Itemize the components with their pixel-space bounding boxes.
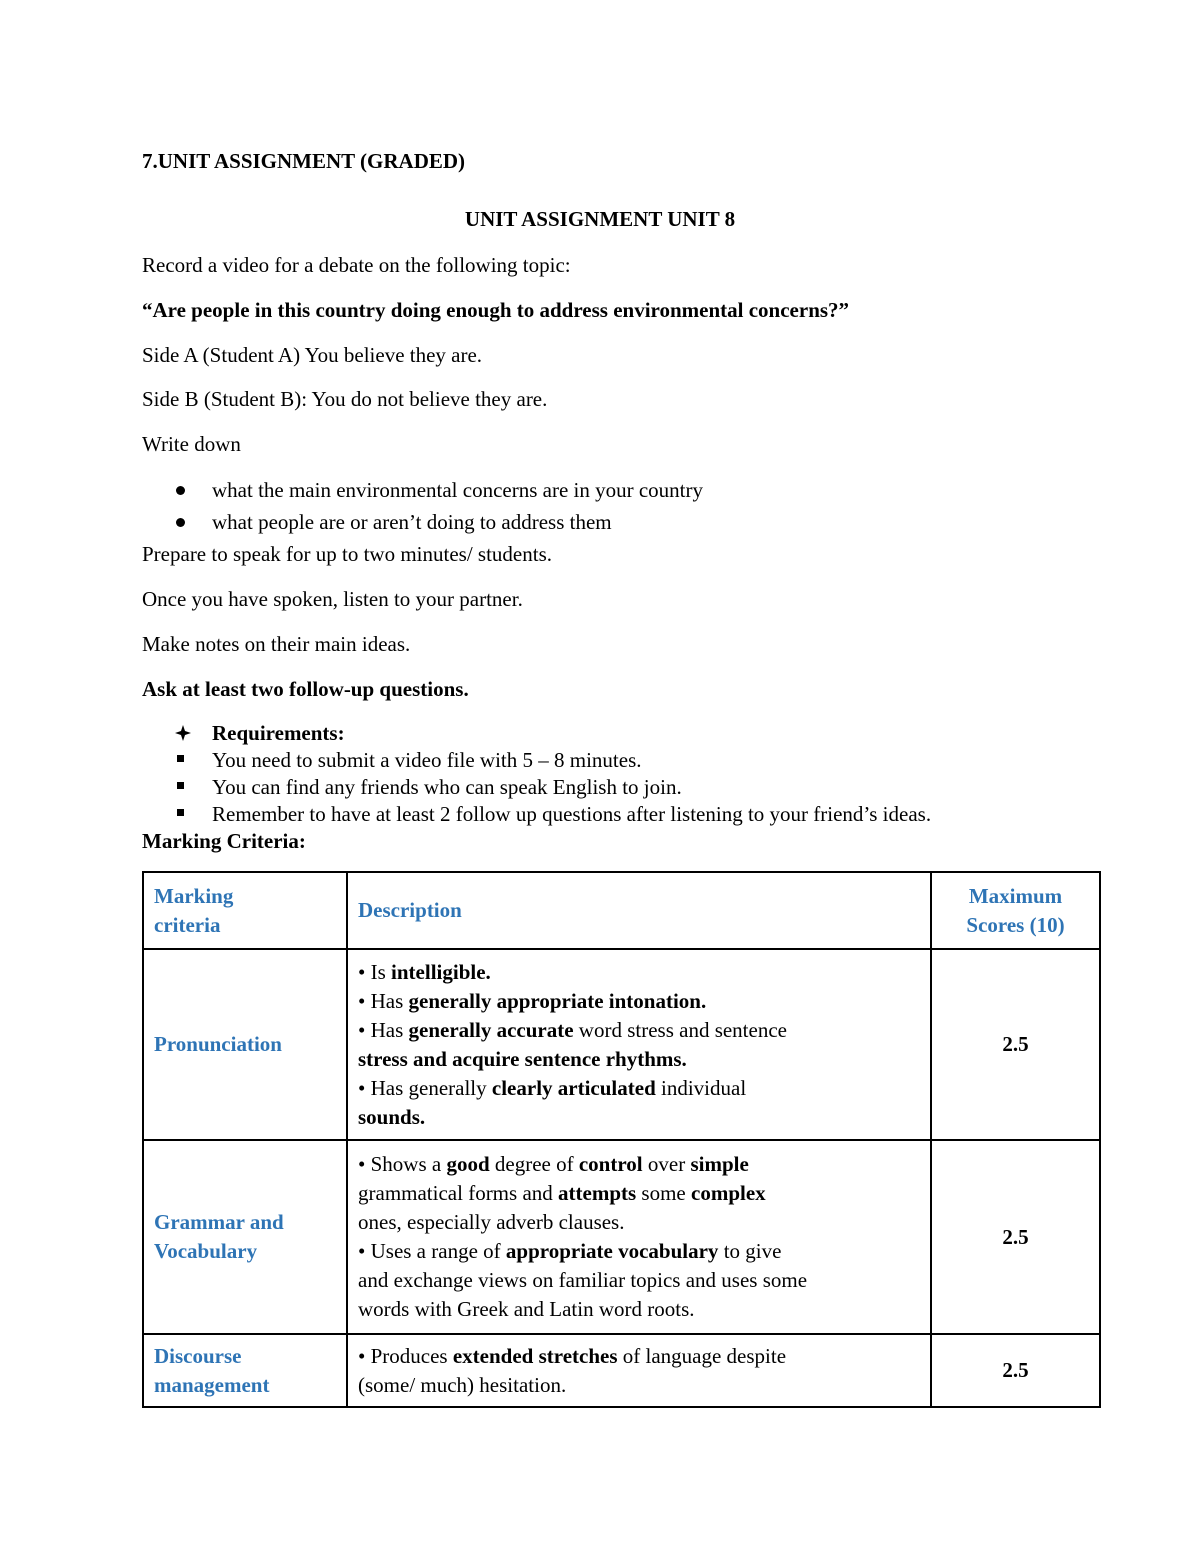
section-heading: 7.UNIT ASSIGNMENT (GRADED) (142, 149, 466, 173)
header-description: Description (347, 872, 931, 949)
side-a-text: Side A (Student A) You believe they are. (142, 343, 483, 367)
table-row (143, 1334, 1100, 1407)
criterion-score: 2.5 (931, 949, 1100, 1140)
square-bullet-icon (177, 755, 184, 762)
intro-text: Record a video for a debate on the following topic: (142, 253, 571, 277)
table-header-row (143, 872, 1100, 949)
header-maximum-scores: Maximum Scores (10) (931, 872, 1100, 949)
criterion-score: 2.5 (931, 1334, 1100, 1407)
criterion-description: • Is intelligible. • Has generally appropriate intonation. • Has generally accurate word stress and sentence stress and acquire sentence rhythms. • Has generally clearly articulated individual sounds. (347, 949, 931, 1140)
list-item: what people are or aren’t doing to address them (212, 510, 612, 534)
square-bullet-icon (177, 809, 184, 816)
debate-topic: “Are people in this country doing enough to address environmental concerns?” (142, 298, 850, 322)
list-item: what the main environmental concerns are in your country (212, 478, 703, 502)
page-title: UNIT ASSIGNMENT UNIT 8 (464, 207, 736, 231)
table-row (143, 949, 1100, 1140)
side-b-text: Side B (Student B): You do not believe they are. (142, 387, 548, 411)
requirement-item: You need to submit a video file with 5 – 8 minutes. (212, 748, 642, 772)
criterion-description: • Produces extended stretches of language despite (some/ much) hesitation. (347, 1334, 931, 1407)
requirement-item: You can find any friends who can speak English to join. (212, 775, 682, 799)
ask-text: Ask at least two follow-up questions. (142, 677, 469, 701)
table-row (143, 1140, 1100, 1334)
bullet-dot-icon (176, 486, 185, 495)
bullet-dot-icon (176, 518, 185, 527)
requirements-label: Requirements: (212, 721, 345, 745)
square-bullet-icon (177, 782, 184, 789)
listen-text: Once you have spoken, listen to your partner. (142, 587, 523, 611)
marking-criteria-table (142, 871, 1101, 1408)
prepare-text: Prepare to speak for up to two minutes/ students. (142, 542, 553, 566)
criterion-name: Discourse management (143, 1334, 347, 1407)
criterion-name: Grammar and Vocabulary (143, 1140, 347, 1334)
criterion-score: 2.5 (931, 1140, 1100, 1334)
criterion-name: Pronunciation (143, 949, 347, 1140)
notes-text: Make notes on their main ideas. (142, 632, 411, 656)
marking-criteria-label: Marking Criteria: (142, 829, 306, 853)
header-marking-criteria: Marking criteria (143, 872, 347, 949)
four-diamond-icon (175, 725, 191, 741)
criterion-description: • Shows a good degree of control over simple grammatical forms and attempts some complex ones, especially adverb clauses. • Uses a range of appropriate vocabulary to give and exchange views on familiar topics and uses some words with Greek and Latin word roots. (347, 1140, 931, 1334)
write-down-label: Write down (142, 432, 241, 456)
requirement-item: Remember to have at least 2 follow up questions after listening to your friend’s ideas. (212, 802, 932, 826)
